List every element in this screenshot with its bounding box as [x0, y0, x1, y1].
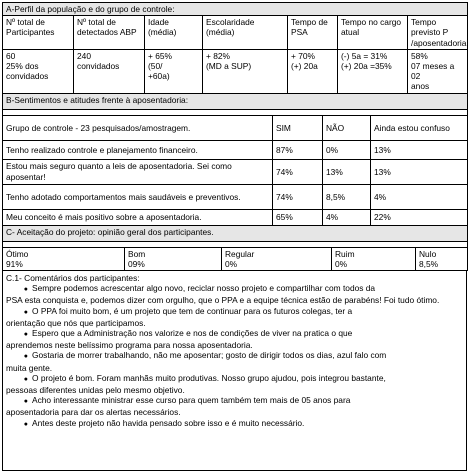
profile-header-cell: Tempo no cargo atual — [338, 16, 408, 50]
profile-table — [2, 2, 468, 94]
feelings-text-cell: Meu conceito é mais positivo sobre a aposentadoria. — [3, 209, 273, 225]
comment-text: Gostaria de morrer trabalhando, não me aposentar; gosto de dirigir todos os dias, azul falo com — [32, 350, 387, 361]
section-c1-title: C.1- Comentários dos participantes: — [6, 273, 140, 284]
comment-item — [6, 306, 463, 328]
profile-value-line: (50/ — [148, 61, 163, 72]
bullet-icon: ● — [23, 353, 28, 361]
bullet-icon: ● — [23, 308, 28, 316]
comment-text-cont: pessoas diferentes unidas pelo mesmo objetivo. — [6, 385, 185, 396]
ratings-row — [3, 247, 468, 270]
profile-value-line: + 82% — [206, 50, 230, 61]
profile-header-cell: Nº total de detectados ABP — [74, 16, 145, 50]
profile-header-cell: Tempo previsto P /aposentadoria — [408, 16, 468, 50]
feelings-row — [3, 159, 468, 184]
section-b-title: B-Sentimentos e atitudes frente à aposentadoria: — [3, 93, 468, 109]
section-c-title: C- Aceitação do projeto: opinião geral dos participantes. — [3, 225, 468, 241]
rating-cell — [125, 247, 222, 270]
profile-value-line: 60 — [6, 50, 16, 61]
comment-item — [6, 373, 463, 395]
profile-value-line: +60a) — [148, 71, 170, 82]
feelings-confuso-cell: 4% — [371, 184, 468, 209]
comment-text: O PPA foi muito bom, é um projeto que tem de continuar para os futuros colegas, ter a — [32, 305, 353, 316]
comments-table — [2, 270, 467, 471]
profile-value-line: (-) 5a = 31% — [341, 50, 388, 61]
comment-text: Sempre podemos acrescentar algo novo, reciclar nosso projeto e compartilhar com todos da — [32, 283, 376, 294]
comment-text-cont: muita gente. — [6, 362, 53, 373]
comment-item — [6, 395, 463, 417]
comment-item — [6, 328, 463, 350]
feelings-header-row — [3, 115, 468, 140]
rating-value: 0% — [335, 258, 348, 269]
rating-cell — [3, 247, 125, 270]
profile-value-cell — [74, 49, 145, 93]
feelings-row — [3, 209, 468, 225]
section-a-title: A-Perfil da população e do grupo de controle: — [3, 3, 468, 16]
bullet-icon: ● — [23, 420, 28, 428]
feelings-table — [2, 93, 468, 226]
feelings-sim-cell: 87% — [273, 140, 323, 159]
feelings-confuso-cell: 13% — [371, 159, 468, 184]
profile-value-cell — [203, 49, 288, 93]
feelings-nao-cell: 13% — [323, 159, 371, 184]
rating-cell — [222, 247, 332, 270]
profile-header-cell: Idade (média) — [145, 16, 203, 50]
rating-value: 8,5% — [419, 258, 439, 269]
comment-item — [6, 283, 463, 305]
sim-header: SIM — [273, 115, 323, 140]
rating-label: Regular — [225, 248, 255, 259]
feelings-confuso-cell: 13% — [371, 140, 468, 159]
feelings-nao-cell: 0% — [323, 140, 371, 159]
feelings-sim-cell: 74% — [273, 184, 323, 209]
rating-cell — [332, 247, 416, 270]
profile-value-line: (MD a SUP) — [206, 61, 252, 72]
rating-label: Ótimo — [6, 248, 29, 259]
confuso-header: Ainda estou confuso — [371, 115, 468, 140]
comment-text-cont: PSA esta conquista e, podemos dizer com orgulho, que o PPA e a equipe técnica estão de parabéns! Foi tudo ótimo. — [6, 295, 440, 306]
profile-value-line: (+) 20a — [291, 61, 318, 72]
comments-list — [6, 283, 463, 430]
bullet-icon: ● — [23, 375, 28, 383]
nao-header: NÃO — [323, 115, 371, 140]
feelings-text-cell: Estou mais seguro quanto a leis de aposentadoria. Sei como aposentar! — [3, 159, 273, 184]
profile-header-cell: Escolaridade (média) — [203, 16, 288, 50]
profile-value-line: 58% — [411, 50, 428, 61]
comment-text: Acho interessante ministrar esse curso para quem também tem mais de 05 anos para — [32, 395, 351, 406]
bullet-icon: ● — [23, 331, 28, 339]
rating-label: Ruim — [335, 248, 355, 259]
profile-values-row — [3, 49, 468, 93]
profile-value-line: 25% dos convidados — [6, 61, 49, 82]
profile-value-cell — [288, 49, 338, 93]
profile-value-line: (+) 20a =35% — [341, 61, 392, 72]
comment-text-cont: aprendemos neste belíssimo programa para nossa aposentadoria. — [6, 340, 253, 351]
rating-value: 91% — [6, 258, 23, 269]
rating-value: 0% — [225, 258, 238, 269]
comment-text: Espero que a Administração nos valorize e nos de condições de viver na pratica o que — [32, 328, 353, 339]
profile-value-line: + 65% — [148, 50, 172, 61]
feelings-nao-cell: 8,5% — [323, 184, 371, 209]
profile-value-line: anos — [411, 81, 430, 92]
feelings-row — [3, 140, 468, 159]
comment-text: O projeto é bom. Foram manhãs muito produtivas. Nosso grupo ajudou, pois integrou bastante, — [32, 372, 386, 383]
comment-item — [6, 418, 463, 430]
profile-value-cell — [3, 49, 74, 93]
comment-text: Antes deste projeto não havida pensado sobre isso e é muito necessário. — [32, 417, 305, 428]
rating-label: Nulo — [419, 248, 437, 259]
profile-value-line: 240 — [77, 50, 91, 61]
profile-header-row — [3, 16, 468, 50]
feelings-sim-cell: 65% — [273, 209, 323, 225]
profile-value-cell — [145, 49, 203, 93]
feelings-nao-cell: 4% — [323, 209, 371, 225]
feelings-text-cell: Tenho adotado comportamentos mais saudáveis e preventivos. — [3, 184, 273, 209]
profile-header-cell: Nº total de Participantes — [3, 16, 74, 50]
profile-header-cell: Tempo de PSA — [288, 16, 338, 50]
profile-value-cell — [408, 49, 468, 93]
profile-value-line: convidados — [77, 61, 120, 72]
bullet-icon: ● — [23, 398, 28, 406]
feelings-text-cell: Tenho realizado controle e planejamento financeiro. — [3, 140, 273, 159]
feelings-row — [3, 184, 468, 209]
feelings-confuso-cell: 22% — [371, 209, 468, 225]
feelings-sim-cell: 74% — [273, 159, 323, 184]
profile-value-cell — [338, 49, 408, 93]
profile-value-line: 07 meses a 02 — [411, 61, 455, 82]
profile-value-line: + 70% — [291, 50, 315, 61]
group-header: Grupo de controle - 23 pesquisados/amostragem. — [3, 115, 273, 140]
acceptance-table — [2, 225, 468, 271]
bullet-icon: ● — [23, 286, 28, 294]
rating-cell — [416, 247, 468, 270]
comments-cell — [3, 271, 467, 471]
comment-text-cont: orientação que nós que participamos. — [6, 317, 146, 328]
comment-item — [6, 350, 463, 372]
document — [2, 2, 467, 471]
comment-text-cont: aposentadoria para dar os alertas necessários. — [6, 407, 181, 418]
rating-value: 09% — [128, 258, 145, 269]
rating-label: Bom — [128, 248, 146, 259]
